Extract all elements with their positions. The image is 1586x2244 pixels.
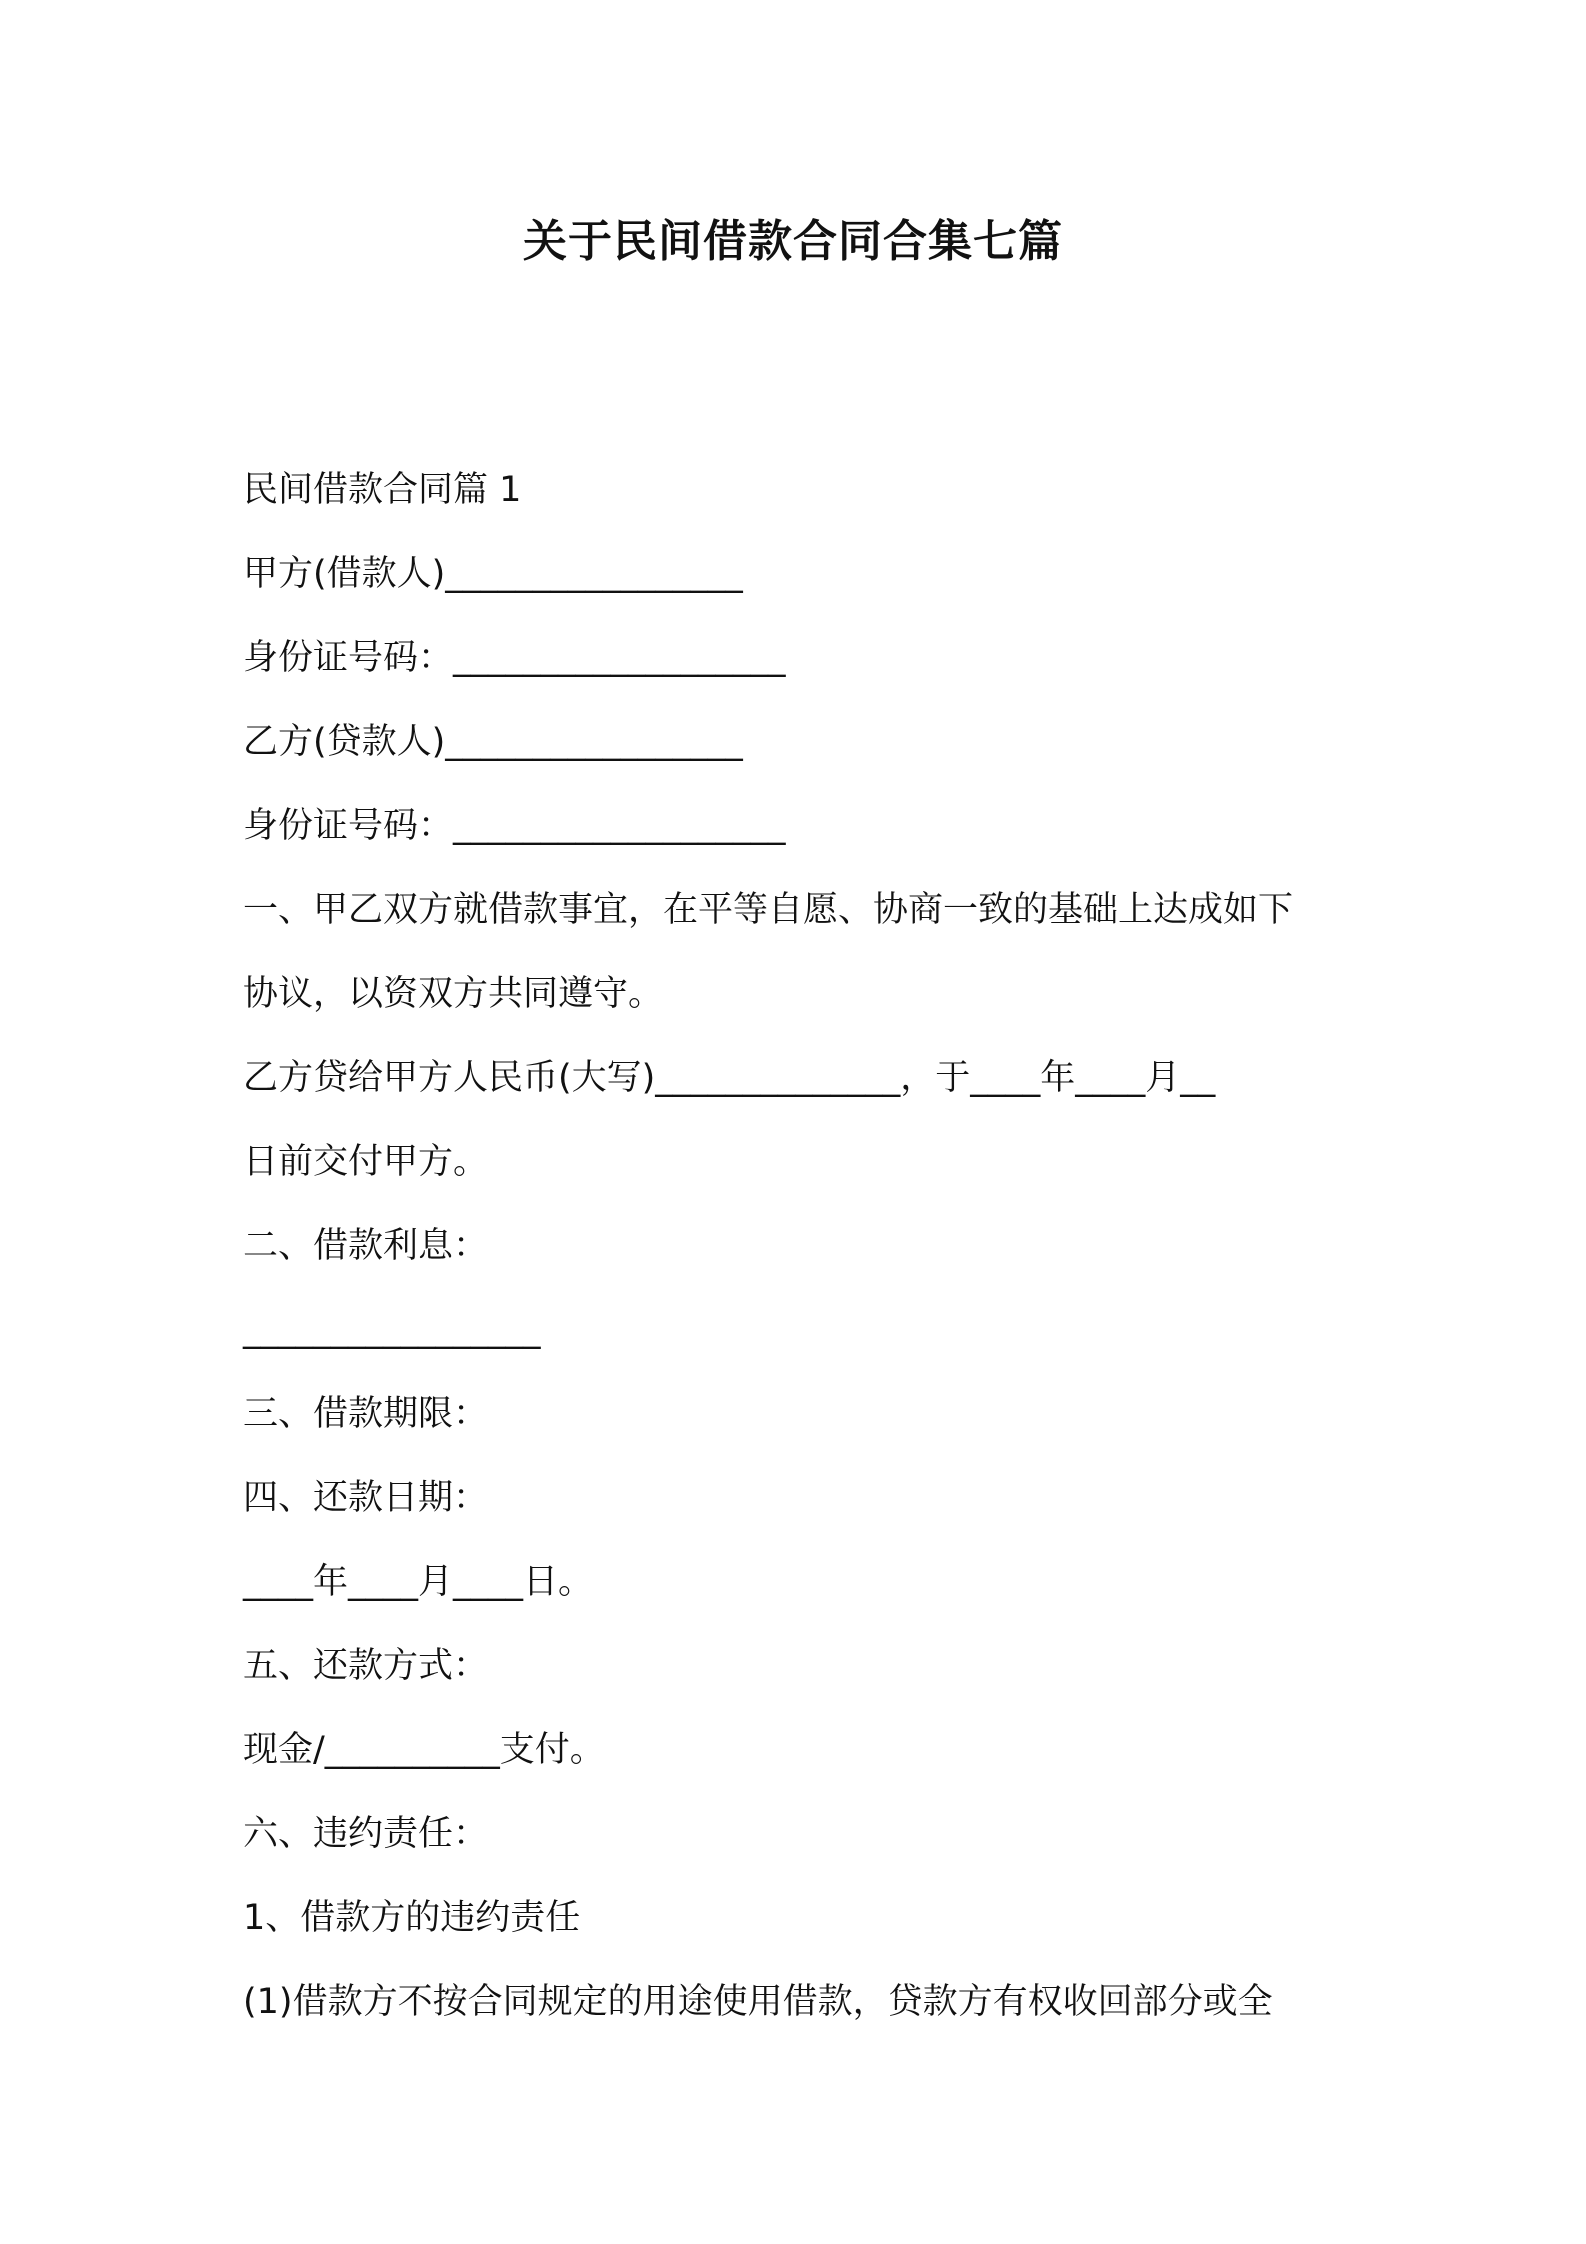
repayment-date-blank: ____年____月____日。 <box>243 1562 594 1602</box>
interest-heading: 二、借款利息： <box>243 1226 489 1266</box>
liability-heading: 六、违约责任： <box>243 1814 489 1854</box>
loan-amount-line-2: 日前交付甲方。 <box>243 1142 489 1182</box>
repayment-date-heading: 四、还款日期： <box>243 1478 489 1518</box>
section-heading: 民间借款合同篇 1 <box>243 470 522 510</box>
document-title: 关于民间借款合同合集七篇 <box>523 216 1063 267</box>
party-b-id-field: 身份证号码：___________________ <box>243 806 786 846</box>
loan-amount-line-1: 乙方贷给甲方人民币(大写)______________，于____年____月__ <box>243 1058 1216 1098</box>
interest-blank: _________________ <box>243 1310 541 1350</box>
repayment-method-blank: 现金/__________支付。 <box>243 1730 605 1770</box>
borrower-liability-heading: 1、借款方的违约责任 <box>243 1898 581 1938</box>
repayment-method-heading: 五、还款方式： <box>243 1646 489 1686</box>
clause-one-line-1: 一、甲乙双方就借款事宜，在平等自愿、协商一致的基础上达成如下 <box>243 890 1294 930</box>
party-a-id-field: 身份证号码：___________________ <box>243 638 786 678</box>
term-heading: 三、借款期限： <box>243 1394 489 1434</box>
party-a-field: 甲方(借款人)_________________ <box>243 554 743 594</box>
party-b-field: 乙方(贷款人)_________________ <box>243 722 743 762</box>
document-body <box>243 448 1373 2044</box>
clause-one-line-2: 协议，以资双方共同遵守。 <box>243 974 664 1014</box>
borrower-liability-clause: (1)借款方不按合同规定的用途使用借款，贷款方有权收回部分或全 <box>243 1982 1273 2022</box>
